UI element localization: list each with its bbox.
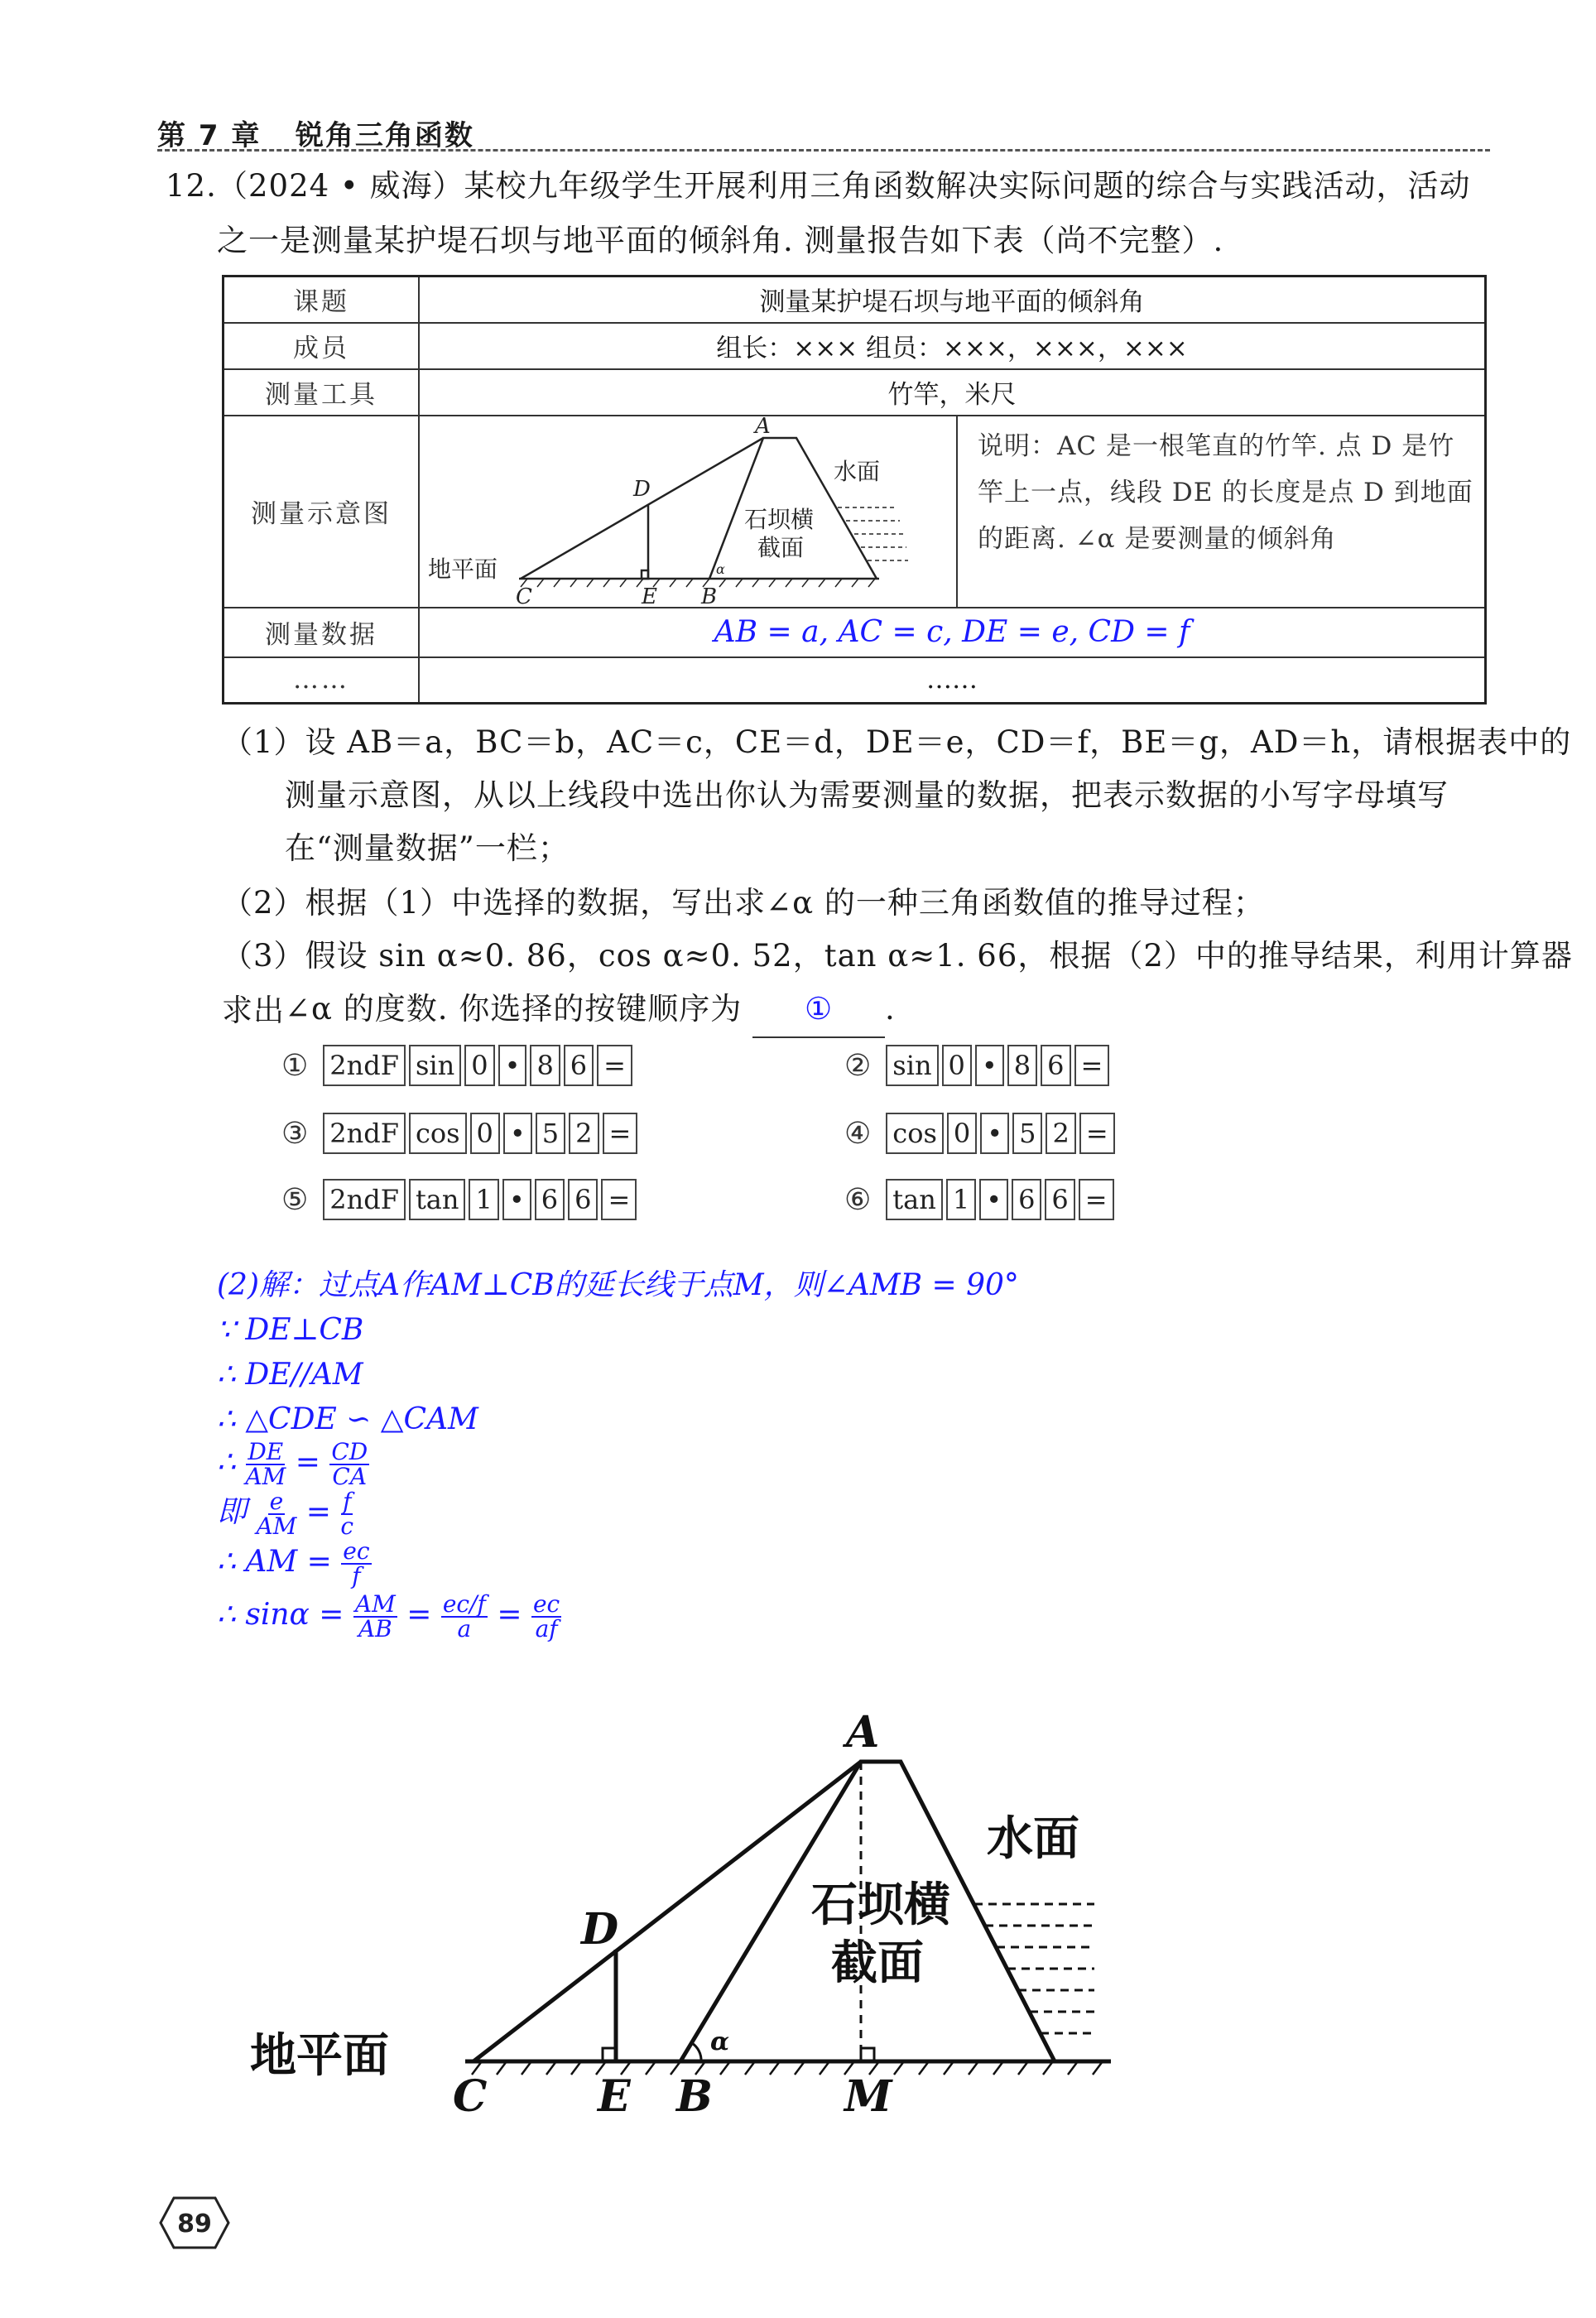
table-row bbox=[224, 657, 1486, 704]
table-row bbox=[224, 608, 1486, 657]
row-label: 测量工具 bbox=[224, 369, 420, 416]
chapter-title: 锐角三角函数 bbox=[295, 119, 474, 152]
key: 1 bbox=[469, 1179, 498, 1220]
key: sin bbox=[409, 1045, 461, 1086]
pole-ac bbox=[521, 438, 763, 579]
label-b: B bbox=[676, 2071, 713, 2122]
label-dam2: 截面 bbox=[757, 533, 805, 561]
key-option-6 bbox=[844, 1179, 1118, 1220]
pole-ac bbox=[474, 1762, 861, 2061]
key-option-3 bbox=[281, 1113, 641, 1154]
row-label: …… bbox=[224, 657, 420, 704]
key: 0 bbox=[942, 1045, 972, 1086]
label-e: E bbox=[598, 2071, 631, 2122]
fraction-numerator: f bbox=[343, 1488, 352, 1515]
key: 2 bbox=[569, 1113, 598, 1154]
option-number: ① bbox=[281, 1048, 309, 1083]
key: tan bbox=[886, 1179, 943, 1220]
part2: （2）根据（1）中选择的数据，写出求∠α 的一种三角函数值的推导过程； bbox=[222, 885, 1265, 921]
solution-line5: ∴ $\frac{DE}{AM}$ = $\frac{CD}{CA}$ bbox=[217, 1438, 368, 1490]
label-ground: 地平面 bbox=[250, 2029, 389, 2083]
header-divider bbox=[157, 149, 1490, 151]
part3-answer: ① bbox=[752, 982, 885, 1038]
key: 6 bbox=[1041, 1045, 1070, 1086]
label-m: M bbox=[844, 2071, 892, 2122]
measured-data-answer: AB = a, AC = c, DE = e, CD = f bbox=[419, 608, 1486, 657]
large-dam-figure bbox=[217, 1697, 1136, 2136]
key: 0 bbox=[470, 1113, 500, 1154]
label-e: E bbox=[642, 584, 657, 607]
key: 6 bbox=[564, 1045, 594, 1086]
page-number: 89 bbox=[177, 2210, 212, 2239]
therefore-sin: ∴ sinα = bbox=[217, 1598, 344, 1632]
fraction-numerator: ec bbox=[532, 1590, 560, 1618]
row-label: 成员 bbox=[224, 323, 420, 369]
table-row bbox=[224, 277, 1486, 323]
fraction-numerator: ec/f bbox=[442, 1590, 486, 1618]
diagram-explanation: 说明：AC 是一根笔直的竹竿. 点 D 是竹竿上一点，线段 DE 的长度是点 D 到地面的距离. ∠α 是要测量的倾斜角 bbox=[978, 430, 1473, 554]
option-number: ③ bbox=[281, 1116, 309, 1151]
fraction-numerator: CD bbox=[331, 1438, 368, 1465]
solution-line1: (2)解：过点A作AM⊥CB的延长线于点M，则∠AMB = 90° bbox=[217, 1268, 1019, 1302]
fraction-denominator: CA bbox=[332, 1463, 368, 1490]
key: • bbox=[975, 1045, 1004, 1086]
label-water: 水面 bbox=[834, 457, 881, 485]
label-alpha: α bbox=[716, 560, 725, 577]
key-option-5 bbox=[281, 1179, 640, 1220]
label-a: A bbox=[846, 1707, 880, 1758]
table-row bbox=[224, 416, 1486, 608]
label-d: D bbox=[581, 1904, 619, 1955]
key: 5 bbox=[536, 1113, 565, 1154]
fraction-numerator: DE bbox=[248, 1438, 284, 1465]
row-value: 组长：××× 组员：×××，×××，××× bbox=[419, 323, 1486, 369]
chapter-number: 第 7 章 bbox=[157, 119, 262, 152]
key: 2ndF bbox=[323, 1045, 406, 1086]
key: 6 bbox=[535, 1179, 565, 1220]
label-dam1: 石坝横 bbox=[811, 1878, 950, 1932]
label-alpha: α bbox=[710, 2027, 730, 2056]
fraction-numerator: ec bbox=[343, 1537, 370, 1565]
table-row bbox=[224, 369, 1486, 416]
row-label: 测量数据 bbox=[224, 608, 420, 657]
label-b: B bbox=[701, 584, 718, 607]
table-row bbox=[224, 323, 1486, 369]
option-number: ⑥ bbox=[844, 1182, 872, 1217]
question-number: 12. bbox=[166, 168, 217, 204]
key-option-2 bbox=[844, 1045, 1113, 1086]
report-table bbox=[222, 275, 1487, 705]
key: 6 bbox=[568, 1179, 598, 1220]
fraction-denominator: AB bbox=[358, 1615, 392, 1642]
label-water: 水面 bbox=[987, 1812, 1079, 1866]
solution-line2: ∵ DE⊥CB bbox=[217, 1313, 364, 1347]
option-number: ② bbox=[844, 1048, 872, 1083]
key: 2ndF bbox=[323, 1179, 406, 1220]
part1-line1: （1）设 AB＝a，BC＝b，AC＝c，CE＝d，DE＝e，CD＝f，BE＝g，AD＝h，请根据表中的 bbox=[222, 724, 1572, 760]
key: cos bbox=[886, 1113, 944, 1154]
part1-line2: 测量示意图，从以上线段中选出你认为需要测量的数据，把表示数据的小写字母填写 bbox=[285, 777, 1449, 813]
label-c: C bbox=[453, 2071, 488, 2122]
key: = bbox=[1079, 1113, 1115, 1154]
key: 2 bbox=[1046, 1113, 1075, 1154]
key: 8 bbox=[1007, 1045, 1037, 1086]
row-value: 测量某护堤石坝与地平面的倾斜角 bbox=[419, 277, 1486, 323]
therefore-sign: ∴ bbox=[217, 1445, 236, 1479]
key-option-1 bbox=[281, 1045, 636, 1086]
key: 6 bbox=[1045, 1179, 1074, 1220]
part1-line3: 在“测量数据”一栏； bbox=[285, 830, 570, 866]
diagram-divider bbox=[956, 416, 958, 607]
solution-line7 bbox=[217, 1537, 372, 1589]
question-text-line2: 之一是测量某护堤石坝与地平面的倾斜角. 测量报告如下表（尚不完整）. bbox=[217, 223, 1224, 258]
key: sin bbox=[886, 1045, 938, 1086]
row-label: 课题 bbox=[224, 277, 420, 323]
key: = bbox=[603, 1113, 638, 1154]
key: • bbox=[980, 1113, 1009, 1154]
key: = bbox=[597, 1045, 632, 1086]
diagram-cell bbox=[419, 416, 1486, 608]
label-a: A bbox=[755, 416, 771, 439]
solution-line3: ∴ DE//AM bbox=[217, 1358, 363, 1392]
fraction-denominator: f bbox=[352, 1562, 361, 1589]
fraction-denominator: AM bbox=[256, 1512, 297, 1540]
key: cos bbox=[409, 1113, 467, 1154]
key: • bbox=[498, 1045, 527, 1086]
fraction-denominator: AM bbox=[245, 1463, 286, 1490]
fraction-denominator: a bbox=[457, 1615, 472, 1642]
alpha-arc bbox=[692, 2043, 701, 2061]
key: • bbox=[503, 1113, 532, 1154]
solution-line8: ∴ sinα = $\frac{AM}{AB}$ = $\frac{ec/f}{a}$ = $\frac{ec}{af}$ bbox=[217, 1590, 560, 1642]
key: = bbox=[1074, 1045, 1110, 1086]
key: • bbox=[979, 1179, 1008, 1220]
key: 5 bbox=[1012, 1113, 1042, 1154]
fraction-denominator: c bbox=[340, 1512, 354, 1540]
row-value: 竹竿，米尺 bbox=[419, 369, 1486, 416]
key: 0 bbox=[947, 1113, 977, 1154]
option-number: ⑤ bbox=[281, 1182, 309, 1217]
fraction-numerator: e bbox=[269, 1488, 284, 1515]
label-dam1: 石坝横 bbox=[744, 505, 815, 533]
row-value: …… bbox=[419, 657, 1486, 704]
fraction-denominator: af bbox=[535, 1615, 558, 1642]
key: 2ndF bbox=[323, 1113, 406, 1154]
therefore-am: ∴ AM = bbox=[217, 1545, 332, 1579]
label-c: C bbox=[516, 584, 532, 607]
solution-line4: ∴ △CDE ∽ △CAM bbox=[217, 1402, 478, 1436]
namely-word: 即 bbox=[217, 1495, 248, 1529]
chapter-header bbox=[157, 113, 474, 153]
part3-line2 bbox=[285, 982, 896, 1038]
part3-text: ∠α 的度数. 你选择的按键顺序为 bbox=[285, 991, 743, 1027]
fraction-numerator: AM bbox=[354, 1590, 396, 1618]
key: tan bbox=[409, 1179, 466, 1220]
key-option-4 bbox=[844, 1113, 1118, 1154]
page-number-badge bbox=[157, 2194, 232, 2252]
part3-period: . bbox=[885, 991, 896, 1027]
key: 8 bbox=[530, 1045, 560, 1086]
option-number: ④ bbox=[844, 1116, 872, 1151]
solution-line6: 即 $\frac{e}{AM}$ = $\frac{f}{c}$ bbox=[217, 1488, 354, 1540]
key: 0 bbox=[464, 1045, 494, 1086]
key: 1 bbox=[946, 1179, 976, 1220]
small-dam-diagram bbox=[420, 416, 949, 607]
label-d: D bbox=[633, 476, 651, 502]
key: = bbox=[1079, 1179, 1114, 1220]
question-text-line1: （2024 • 威海）某校九年级学生开展利用三角函数解决实际问题的综合与实践活动，活动 bbox=[217, 168, 1471, 204]
right-angle-mark bbox=[642, 570, 648, 579]
part3-line1: （3）假设 sin α≈0. 86，cos α≈0. 52，tan α≈1. 66，根据（2）中的推导结果，利用计算器求出 bbox=[222, 938, 1573, 1028]
row-label: 测量示意图 bbox=[224, 416, 420, 608]
label-ground: 地平面 bbox=[428, 555, 498, 583]
key: • bbox=[502, 1179, 531, 1220]
key: = bbox=[601, 1179, 637, 1220]
label-dam2: 截面 bbox=[831, 1936, 924, 1990]
key: 6 bbox=[1012, 1179, 1041, 1220]
